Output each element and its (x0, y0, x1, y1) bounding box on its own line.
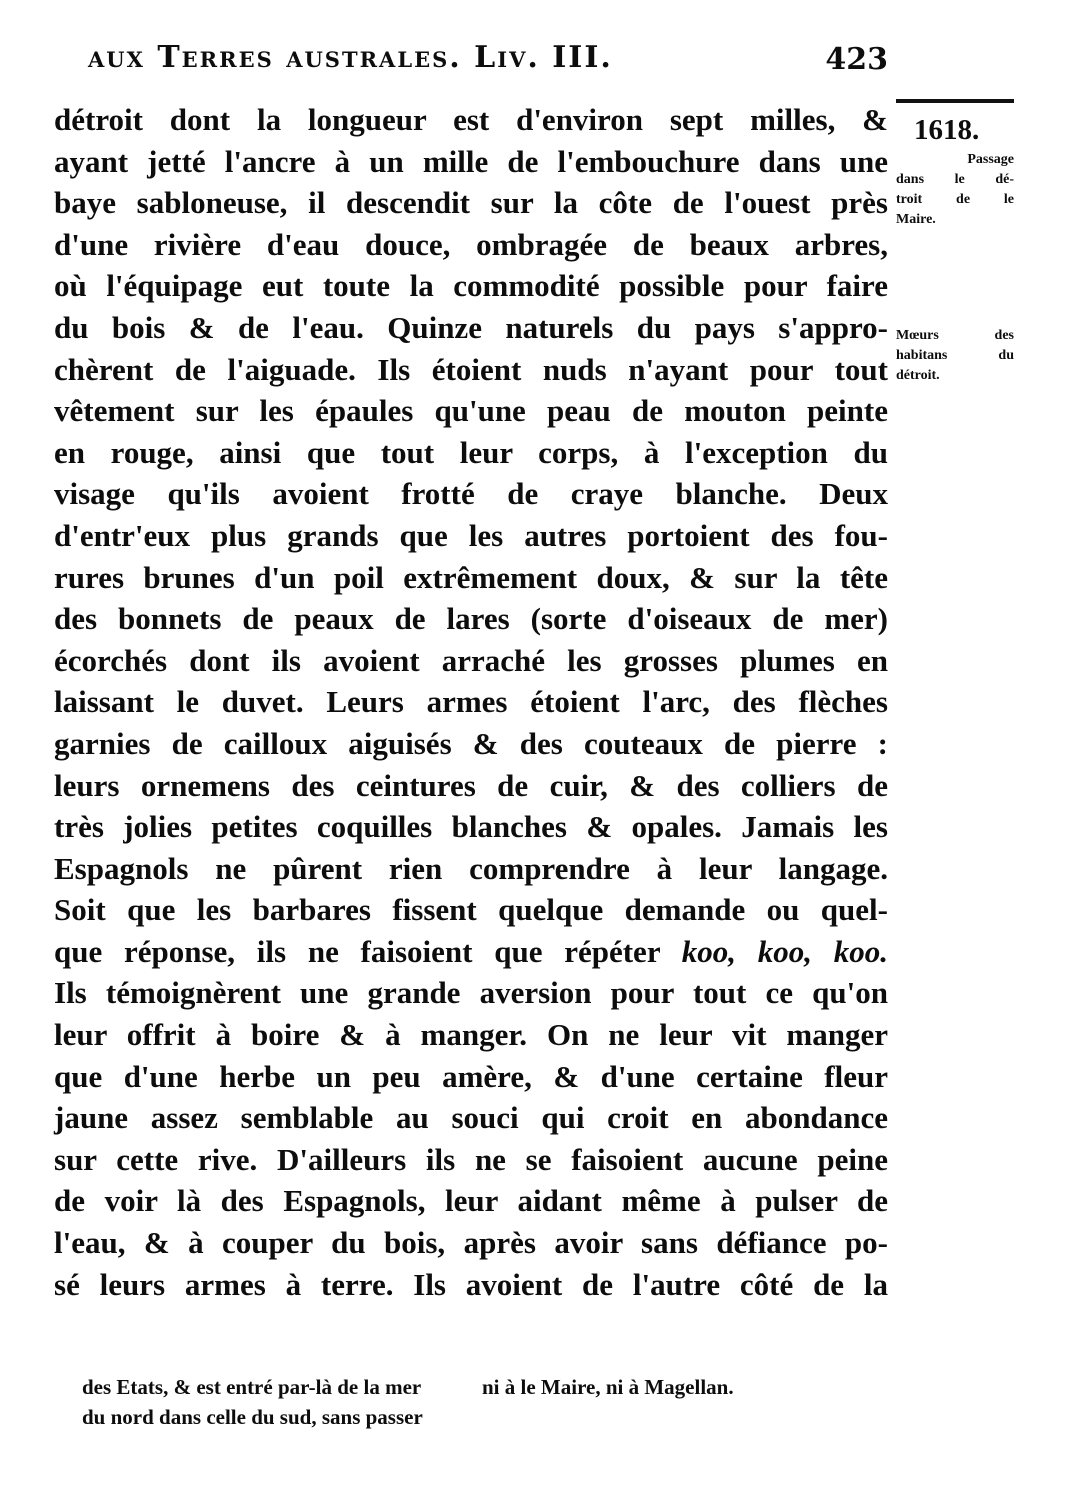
text-line: garnies de cailloux aiguisés & des couteaux de pierre : (54, 725, 888, 761)
text-line: jaune assez semblable au souci qui croit en abondance (54, 1100, 888, 1136)
text-line: écorchés dont ils avoient arraché les grosses plumes en (54, 642, 888, 678)
text-line: d'entr'eux plus grands que les autres portoient des fou- (54, 517, 888, 553)
margin-note-line: Maire. (896, 212, 936, 227)
text-line-koo (54, 931, 888, 973)
page-number: 423 (825, 42, 888, 77)
text-line: des bonnets de peaux de lares (sorte d'oiseaux de mer) (54, 601, 888, 637)
text-line: détroit dont la longueur est d'environ sept milles, & (54, 102, 888, 137)
footnote-line: des Etats, & est entré par-là de la mer (82, 1375, 422, 1399)
text-line: visage qu'ils avoient frotté de craye blanche. Deux (54, 476, 888, 512)
footnote-column-left (82, 1372, 472, 1432)
margin-note-line: dans le dé- (896, 172, 1014, 187)
margin-note-line: Passage (967, 152, 1014, 167)
text-line: chèrent de l'aiguade. Ils étoient nuds n'ayant pour tout (54, 351, 888, 387)
text-line: où l'équipage eut toute la commodité possible pour faire (54, 268, 888, 304)
text-line: en rouge, ainsi que tout leur corps, à l'exception du (54, 434, 888, 470)
text-line: laissant le duvet. Leurs armes étoient l'arc, des flèches (54, 684, 888, 720)
text-line: vêtement sur les épaules qu'une peau de mouton peinte (54, 393, 888, 429)
text-line: que d'une herbe un peu amère, & d'une certaine fleur (54, 1058, 888, 1094)
text-line: rures brunes d'un poil extrêmement doux, & sur la tête (54, 559, 888, 595)
text-line: Ils témoignèrent une grande aversion pour tout ce qu'on (54, 975, 888, 1011)
margin-note-line: Mœurs des (896, 328, 1014, 343)
text-line: ayant jetté l'ancre à un mille de l'embouchure dans une (54, 143, 888, 179)
text-line: Espagnols ne pûrent rien comprendre à leur langage. (54, 850, 888, 886)
footnote-line: ni à le Maire, ni à Magellan. (482, 1375, 734, 1399)
text-line: l'eau, & à couper du bois, après avoir sans défiance po- (54, 1225, 888, 1261)
text-line: leur offrit à boire & à manger. On ne leur vit manger (54, 1017, 888, 1053)
text-line: sur cette rive. D'ailleurs ils ne se faisoient aucune peine (54, 1141, 888, 1177)
margin-note-line: détroit. (896, 368, 940, 383)
margin-note-line: habitans du (896, 348, 1014, 363)
margin-note-passage (896, 150, 1014, 230)
footnote-line: du nord dans celle du sud, sans passer (82, 1405, 423, 1429)
running-title: aux Terres australes. Liv. III. (88, 40, 613, 75)
text-line: d'une rivière d'eau douce, ombragée de beaux arbres, (54, 226, 888, 262)
text-line: baye sabloneuse, il descendit sur la côte de l'ouest près (54, 185, 888, 221)
text-line: Soit que les barbares fissent quelque demande ou quel- (54, 892, 888, 928)
text-line: de voir là des Espagnols, leur aidant même à pulser de (54, 1183, 888, 1219)
margin-note-line: troit de le (896, 192, 1014, 207)
margin-rule (896, 99, 1014, 103)
running-head (88, 40, 888, 90)
footnote-column-right (482, 1372, 842, 1402)
text-fragment: que réponse, ils ne faisoient que répéter (54, 933, 661, 969)
italic-koo: koo, koo, koo. (681, 933, 889, 969)
margin-year: 1618. (914, 114, 980, 146)
text-line: très jolies petites coquilles blanches & opales. Jamais les (54, 809, 888, 845)
margin-note-moeurs (896, 326, 1014, 386)
text-line: leurs ornemens des ceintures de cuir, & des colliers de (54, 767, 888, 803)
body-text (54, 99, 888, 1305)
text-line: du bois & de l'eau. Quinze naturels du pays s'appro- (54, 309, 888, 345)
text-line: sé leurs armes à terre. Ils avoient de l'autre côté de la (54, 1266, 888, 1302)
